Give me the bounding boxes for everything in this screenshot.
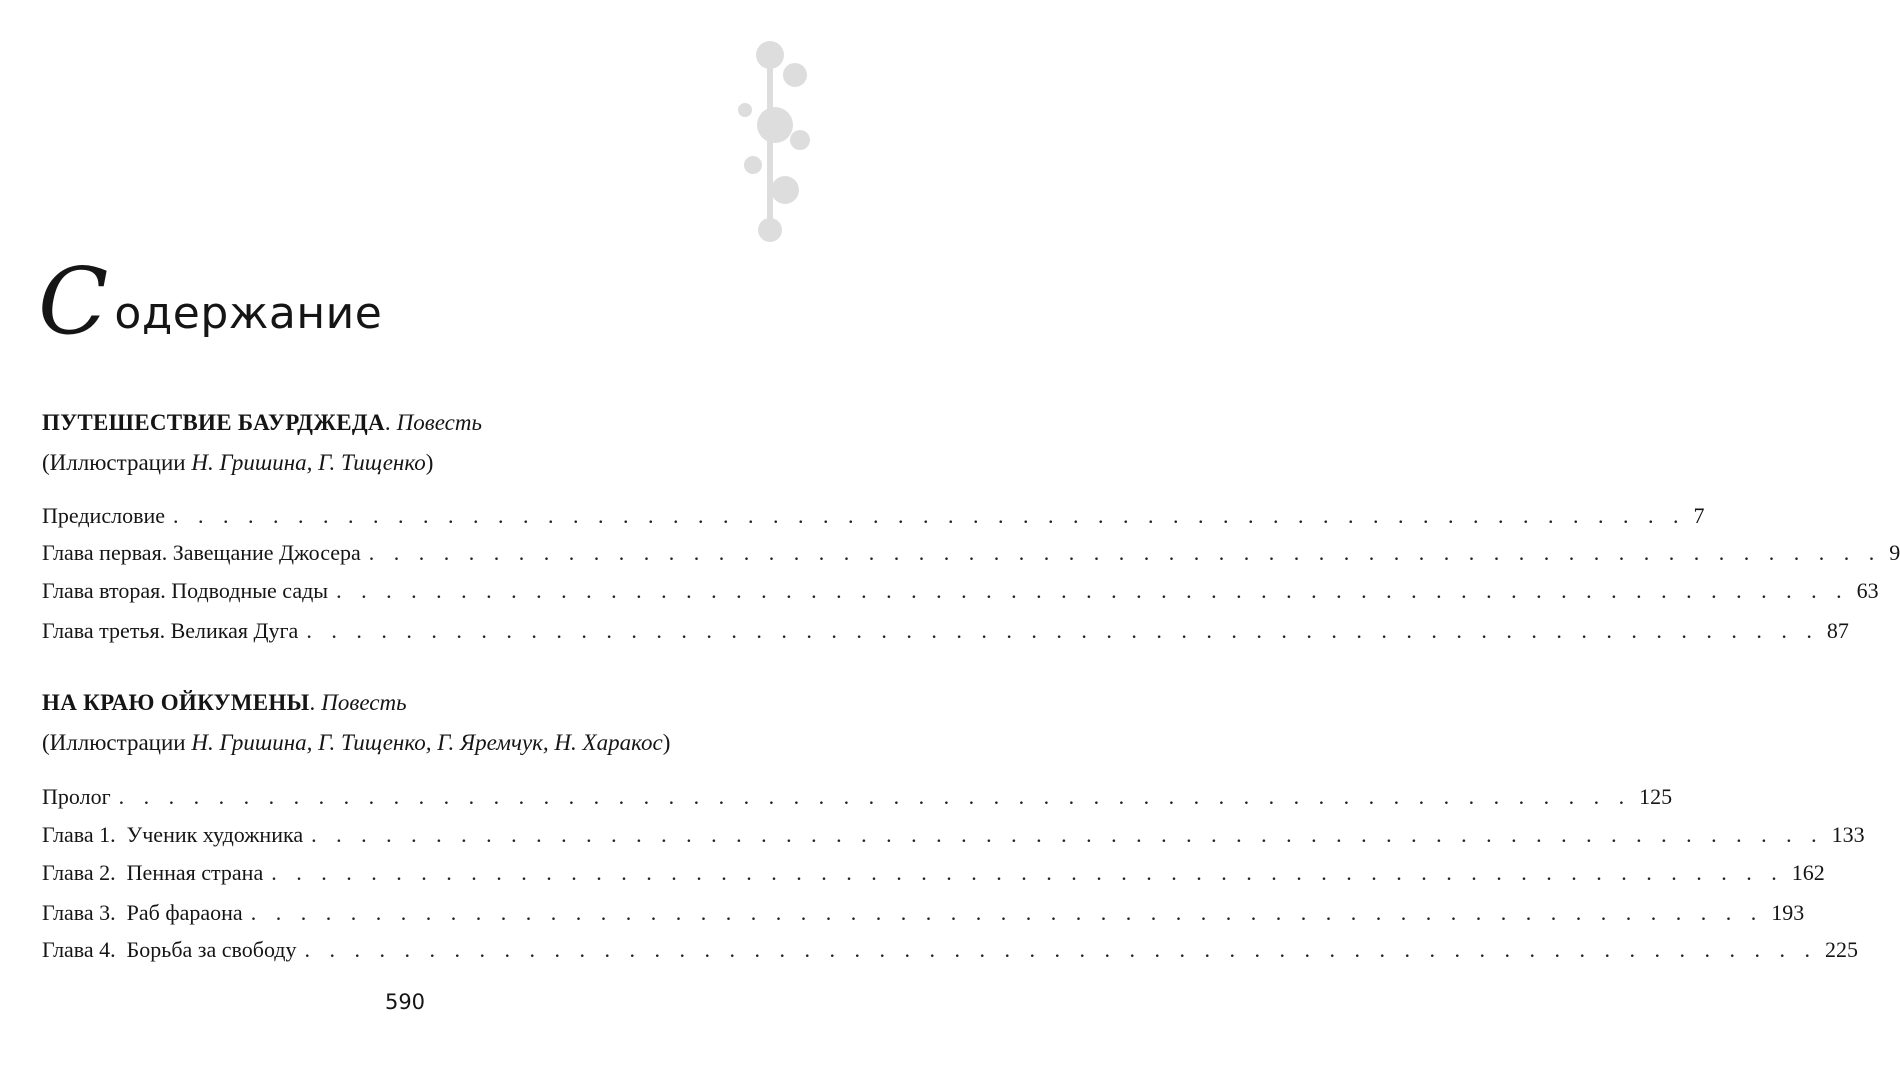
toc-entry-page: 87 bbox=[1826, 618, 1849, 643]
toc-entry-label: Глава первая. Завещание Джосера bbox=[42, 540, 361, 565]
toc-entry[interactable] bbox=[42, 860, 1825, 886]
toc-entry-page: 162 bbox=[1791, 860, 1825, 885]
toc-entry-page: 125 bbox=[1639, 784, 1673, 809]
toc-entry[interactable] bbox=[42, 618, 1849, 644]
dot-leader: . . . . . . . . . . . . . . . . . . . . . . . . . . . . . . . . . . . . . . . . . . . . . . . . . . . . . . . . . . . . . bbox=[250, 900, 1764, 925]
toc-entry[interactable] bbox=[42, 540, 1900, 566]
toc-entry-label: Глава третья. Великая Дуга bbox=[42, 618, 299, 643]
toc-entry-label: Глава 4. Борьба за свободу bbox=[42, 937, 297, 962]
toc-entry[interactable] bbox=[42, 937, 1859, 963]
page-number: 590 bbox=[384, 990, 426, 1014]
work-title-text: ПУТЕШЕСТВИЕ БАУРДЖЕДА bbox=[42, 410, 385, 435]
page-title bbox=[38, 248, 383, 355]
credits-suffix: ) bbox=[662, 730, 671, 755]
toc-entry-page: 63 bbox=[1856, 578, 1879, 603]
work-genre: Повесть bbox=[396, 410, 482, 435]
toc-entry-page: 193 bbox=[1771, 900, 1805, 925]
decorative-ornament-icon bbox=[715, 15, 810, 255]
toc-entry[interactable] bbox=[42, 784, 1673, 810]
section-title bbox=[42, 690, 407, 716]
dot-leader: . . . . . . . . . . . . . . . . . . . . . . . . . . . . . . . . . . . . . . . . . . . . . . . . . . . . . . . . . . . . . bbox=[368, 540, 1882, 565]
toc-entry-label: Глава 1. Ученик художника bbox=[42, 822, 304, 847]
toc-entry-label: Пролог bbox=[42, 784, 111, 809]
illustrators-credit bbox=[42, 730, 670, 756]
toc-entry-label: Глава вторая. Подводные сады bbox=[42, 578, 329, 603]
toc-entry-label: Предисловие bbox=[42, 503, 165, 528]
toc-entry[interactable] bbox=[42, 900, 1805, 926]
dot-leader: . . . . . . . . . . . . . . . . . . . . . . . . . . . . . . . . . . . . . . . . . . . . . . . . . . . . . . . . . . . . . bbox=[118, 784, 1632, 809]
title-separator: . bbox=[309, 690, 316, 715]
credits-prefix: (Иллюстрации bbox=[42, 730, 192, 755]
illustrator-names: Н. Гришина, Г. Тищенко bbox=[191, 450, 426, 475]
toc-entry[interactable] bbox=[42, 503, 1705, 529]
toc-entry-label: Глава 2. Пенная страна bbox=[42, 860, 264, 885]
title-separator: . bbox=[384, 410, 391, 435]
toc-entry-page: 7 bbox=[1693, 503, 1705, 528]
toc-entry-page: 133 bbox=[1831, 822, 1865, 847]
toc-entry[interactable] bbox=[42, 822, 1865, 848]
dot-leader: . . . . . . . . . . . . . . . . . . . . . . . . . . . . . . . . . . . . . . . . . . . . . . . . . . . . . . . . . . . . . bbox=[336, 578, 1849, 603]
toc-entry-page: 9 bbox=[1889, 540, 1900, 565]
dot-leader: . . . . . . . . . . . . . . . . . . . . . . . . . . . . . . . . . . . . . . . . . . . . . . . . . . . . . . . . . . . . . bbox=[173, 503, 1686, 528]
toc-entry[interactable] bbox=[42, 578, 1879, 604]
illustrator-names: Н. Гришина, Г. Тищенко, Г. Яремчук, Н. Харакос bbox=[191, 730, 663, 755]
credits-suffix: ) bbox=[425, 450, 434, 475]
toc-entry-label: Глава 3. Раб фараона bbox=[42, 900, 243, 925]
dot-leader: . . . . . . . . . . . . . . . . . . . . . . . . . . . . . . . . . . . . . . . . . . . . . . . . . . . . . . . . . . . . . bbox=[306, 618, 1819, 643]
dot-leader: . . . . . . . . . . . . . . . . . . . . . . . . . . . . . . . . . . . . . . . . . . . . . . . . . . . . . . . . . . . . . bbox=[304, 937, 1818, 962]
toc-entry-page: 225 bbox=[1825, 937, 1859, 962]
dot-leader: . . . . . . . . . . . . . . . . . . . . . . . . . . . . . . . . . . . . . . . . . . . . . . . . . . . . . . . . . . . . . bbox=[311, 822, 1824, 847]
title-initial: С bbox=[38, 248, 109, 355]
section-title bbox=[42, 410, 482, 436]
work-title-text: НА КРАЮ ОЙКУМЕНЫ bbox=[42, 690, 310, 715]
title-rest: одержание bbox=[114, 288, 383, 339]
credits-prefix: (Иллюстрации bbox=[42, 450, 192, 475]
illustrators-credit bbox=[42, 450, 433, 476]
work-genre: Повесть bbox=[321, 690, 407, 715]
dot-leader: . . . . . . . . . . . . . . . . . . . . . . . . . . . . . . . . . . . . . . . . . . . . . . . . . . . . . . . . . . . . . bbox=[271, 860, 1784, 885]
